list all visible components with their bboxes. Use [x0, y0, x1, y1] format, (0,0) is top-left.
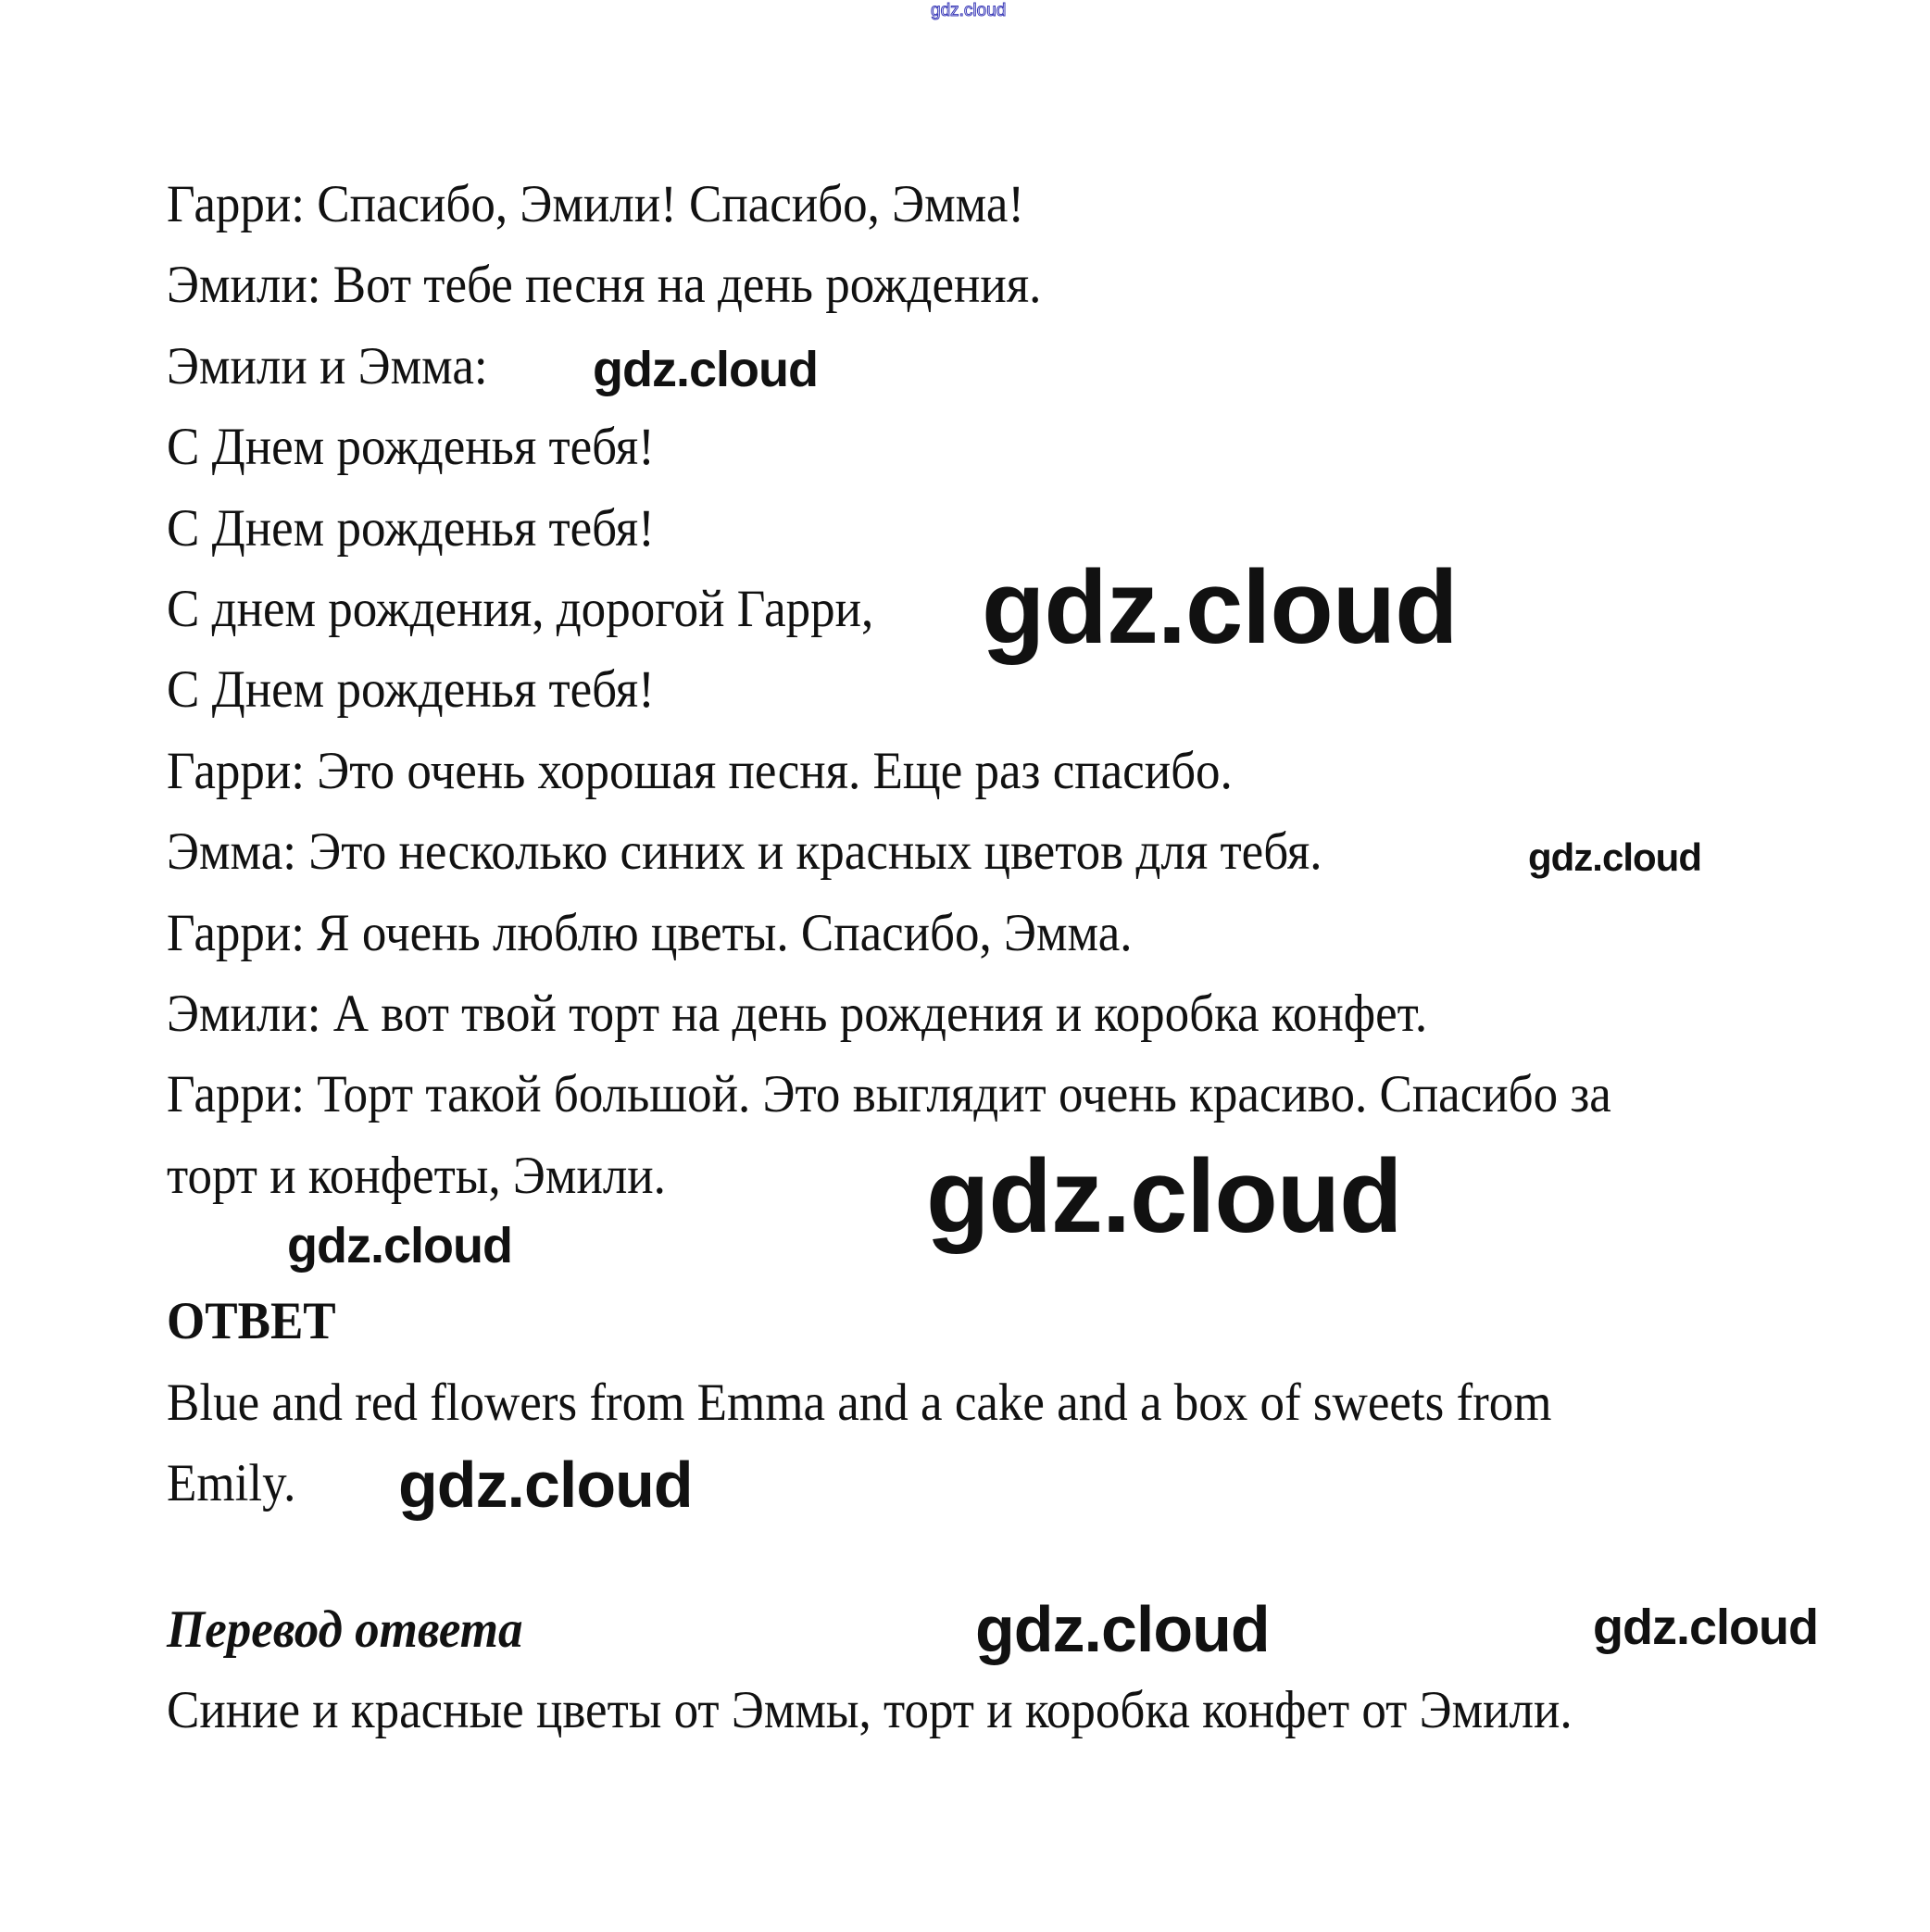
- dialogue-line: С Днем рожденья тебя!: [167, 660, 655, 720]
- answer-heading: ОТВЕТ: [167, 1292, 336, 1351]
- watermark: gdz.cloud: [926, 1138, 1402, 1254]
- dialogue-line: Гарри: Я очень люблю цветы. Спасибо, Эмма.: [167, 903, 1133, 962]
- watermark-top: gdz.cloud: [931, 1, 1007, 20]
- watermark: gdz.cloud: [593, 342, 818, 397]
- dialogue-line: Гарри: Спасибо, Эмили! Спасибо, Эмма!: [167, 175, 1025, 233]
- dialogue-line: Эмма: Это несколько синих и красных цветов для тебя.: [167, 822, 1322, 882]
- watermark: gdz.cloud: [1593, 1600, 1818, 1655]
- dialogue-line: торт и конфеты, Эмили.: [167, 1146, 666, 1205]
- dialogue-line: С днем рождения, дорогой Гарри,: [167, 580, 874, 639]
- dialogue-line: Гарри: Это очень хорошая песня. Еще раз спасибо.: [167, 741, 1233, 800]
- watermark: gdz.cloud: [398, 1449, 693, 1521]
- answer-line: Blue and red flowers from Emma and a cake and a box of sweets from: [167, 1373, 1552, 1432]
- dialogue-line: Эмили и Эмма:: [167, 336, 488, 395]
- watermark: gdz.cloud: [975, 1593, 1270, 1665]
- translation-text: Синие и красные цветы от Эммы, торт и коробка конфет от Эмили.: [167, 1680, 1573, 1739]
- dialogue-line: Эмили: Вот тебе песня на день рождения.: [167, 256, 1042, 315]
- dialogue-line: С Днем рожденья тебя!: [167, 498, 655, 558]
- answer-line: Emily.: [167, 1454, 296, 1513]
- watermark: gdz.cloud: [287, 1218, 512, 1273]
- dialogue-line: Гарри: Торт такой большой. Это выглядит очень красиво. Спасибо за: [167, 1065, 1611, 1124]
- dialogue-line: Эмили: А вот твой торт на день рождения и коробка конфет.: [167, 985, 1428, 1044]
- watermark: gdz.cloud: [982, 549, 1458, 665]
- translation-heading: Перевод ответа: [167, 1600, 523, 1659]
- dialogue-line: С Днем рожденья тебя!: [167, 418, 655, 477]
- watermark: gdz.cloud: [1528, 835, 1701, 879]
